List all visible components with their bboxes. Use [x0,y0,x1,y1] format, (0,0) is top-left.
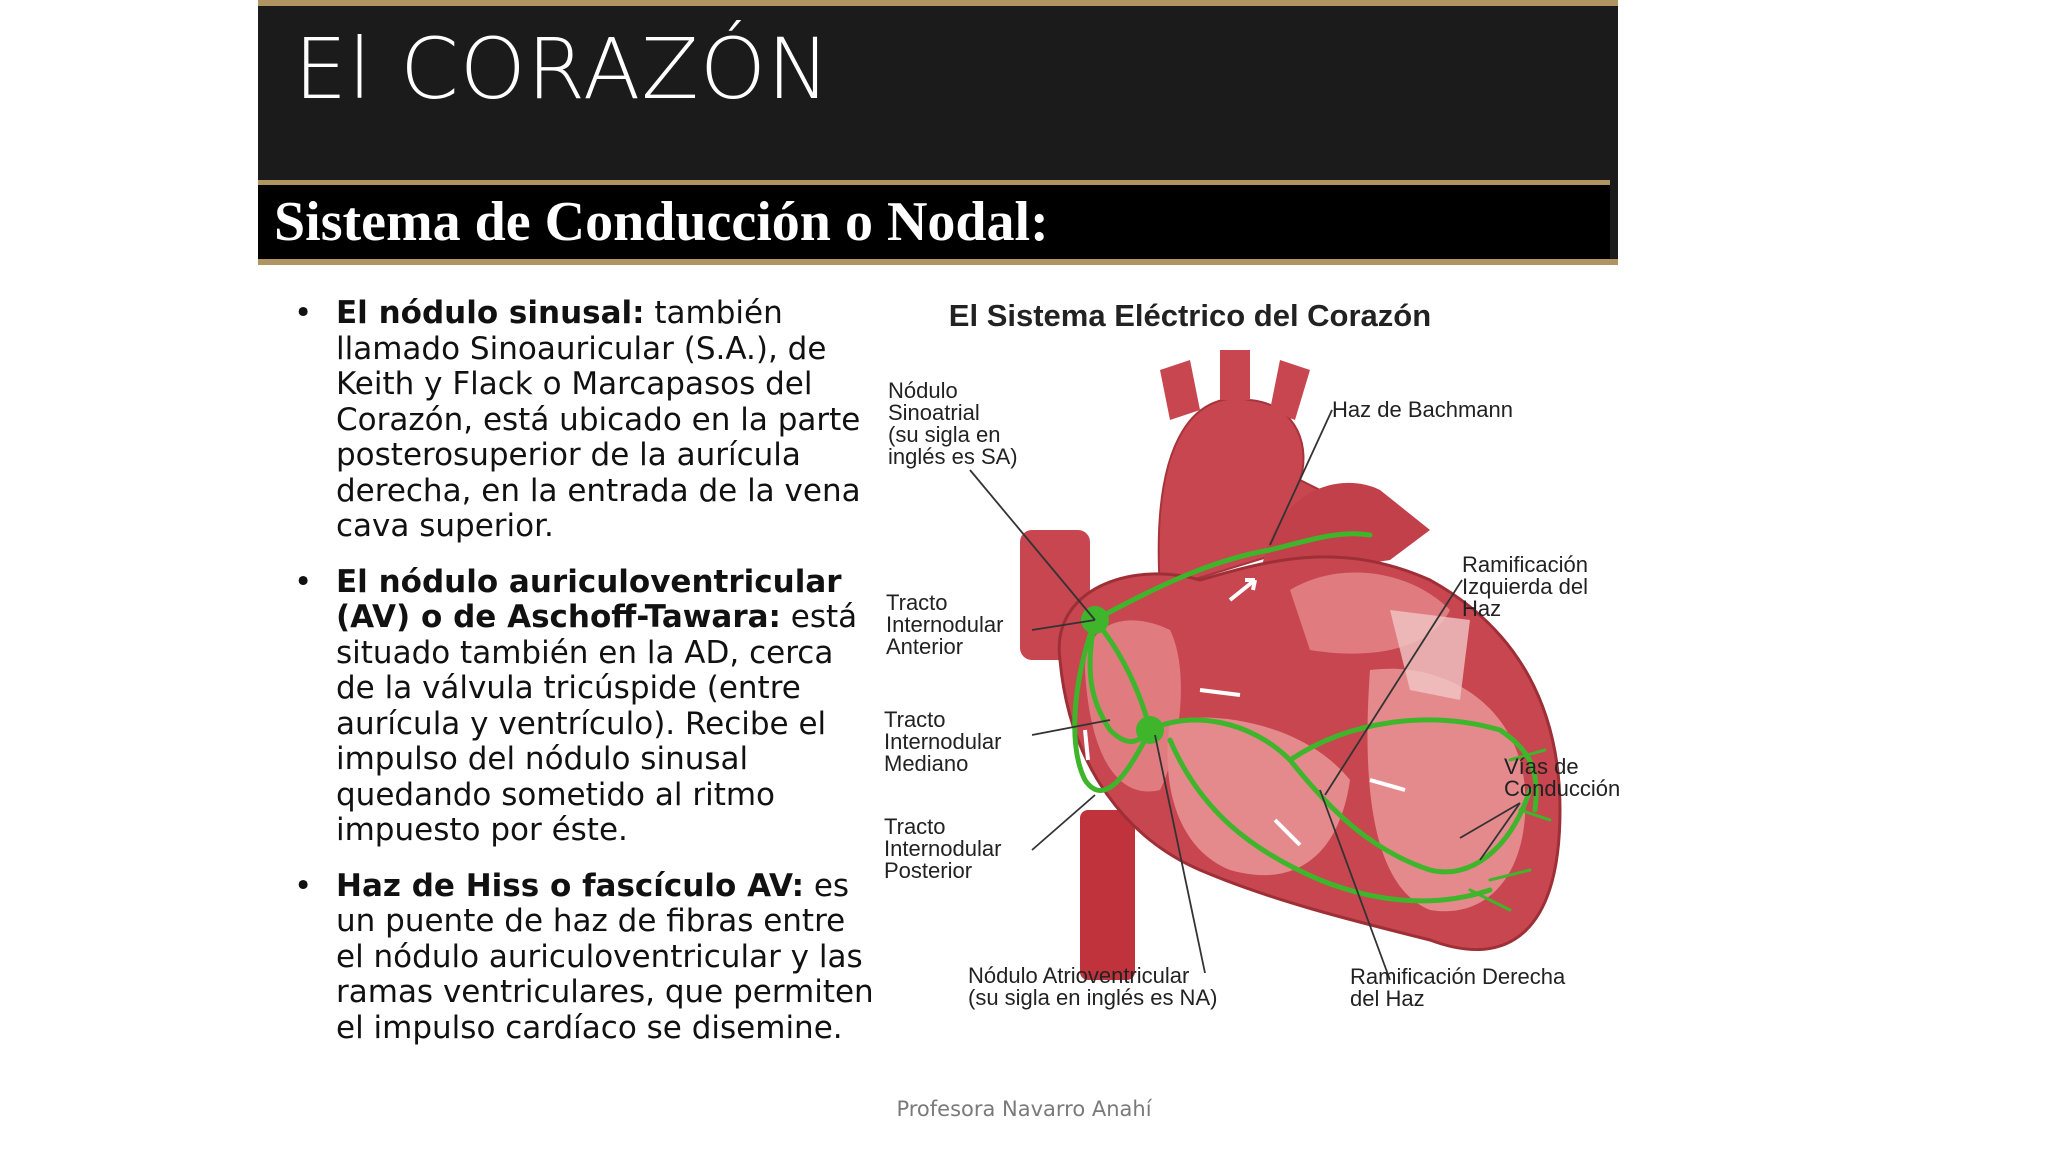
slide-title: El CORAZÓN [294,20,831,118]
label-line: Ramificación Derecha [1350,964,1566,989]
heart-conduction-diagram [870,290,1650,1030]
label-line: Ramificación [1462,552,1588,577]
gold-rule-middle [258,180,1610,185]
bullet-av-node [290,565,880,849]
gold-rule-bottom [258,259,1618,265]
bullet-term: Haz de Hiss o fascículo AV: [336,867,804,904]
bullet-text: también llamado Sinoauricular (S.A.), de Keith y Flack o Marcapasos del Corazón, está ubicado en la parte posterosuperior de la aurícula derecha, en la entrada de la vena cava superior. [336,295,861,544]
label-line: inglés es SA) [888,444,1018,469]
label-line: Nódulo Atrioventricular [968,963,1190,988]
heart-illustration [1020,350,1560,980]
label-line: (su sigla en [888,422,1001,447]
label-posterior-tract [884,814,1008,883]
label-line: Conducción [1504,776,1621,801]
label-line: Internodular [884,836,1002,861]
label-line: Izquierda del [1462,574,1588,599]
av-node-marker [1136,716,1164,744]
label-line: del Haz [1350,986,1425,1011]
label-left-branch [1462,552,1594,621]
label-pathways [1504,754,1620,801]
label-sa-node [888,378,1018,469]
label-line: Internodular [886,612,1004,637]
label-line: Haz de Bachmann [1332,397,1513,422]
label-line: Nódulo [888,378,958,403]
figure-title: El Sistema Eléctrico del Corazón [948,298,1432,333]
inferior-vena-cava [1080,810,1135,980]
label-line: Tracto [884,814,946,839]
label-middle-tract [884,707,1008,776]
label-line: Anterior [886,634,964,659]
slide-subtitle: Sistema de Conducción o Nodal: [274,191,1049,253]
label-line: (su sigla en inglés es NA) [968,985,1218,1010]
bullet-text: está situado también en la AD, cerca de la válvula tricúspide (entre aurícula y ventrículo). Recibe el impulso del nódulo sinusal quedando sometido al ritmo impuesto por éste. [336,599,858,848]
label-line: Vías de [1504,754,1579,779]
gold-rule-top [258,0,1618,6]
label-line: Tracto [884,707,946,732]
label-av-node [968,963,1217,1010]
bullet-term: El nódulo sinusal: [336,295,645,331]
label-line: Internodular [884,729,1002,754]
label-bachmann [1332,397,1513,422]
label-line: Posterior [884,858,973,883]
label-line: Mediano [884,751,969,776]
label-anterior-tract [886,590,1010,659]
footer-author: Profesora Navarro Anahí [896,1097,1152,1121]
label-line: Haz [1462,596,1502,621]
bullet-sa-node [290,296,880,545]
label-line: Sinoatrial [888,400,980,425]
label-right-branch [1350,964,1571,1011]
bullet-list [290,296,880,1066]
label-line: Tracto [886,590,948,615]
bullet-text: es un puente de haz de fibras entre el nódulo auriculoventricular y las ramas ventriculares, que permiten el impulso cardíaco se disemine. [336,867,874,1046]
bullet-his-bundle [290,869,880,1047]
bullet-term: El nódulo auriculoventricular (AV) o de Aschoff-Tawara: [336,563,842,635]
